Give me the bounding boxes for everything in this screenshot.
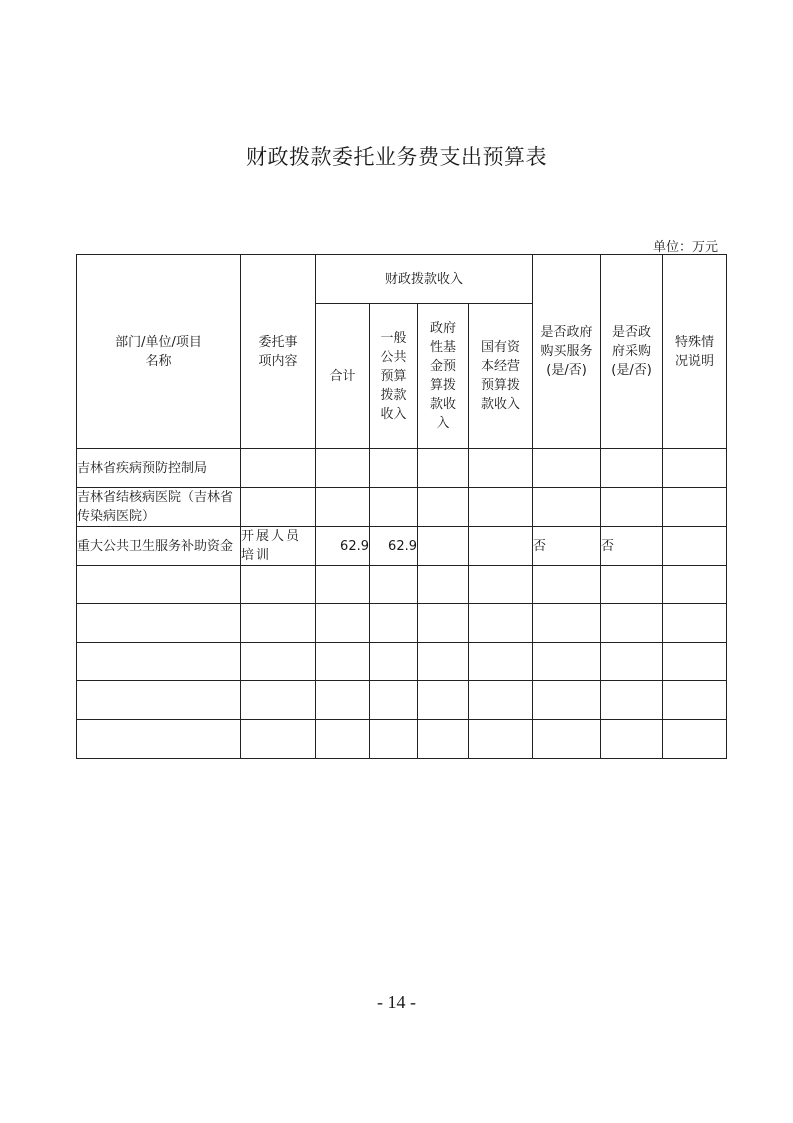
cell-total <box>316 681 370 720</box>
header-gov-fund: 政府性基金预算拨款收入 <box>418 304 469 449</box>
cell-special-notes <box>663 527 727 566</box>
cell-general-budget <box>370 720 418 759</box>
cell-total <box>316 566 370 604</box>
cell-gov-fund <box>418 720 469 759</box>
header-dept-project: 部门/单位/项目名称 <box>77 255 241 449</box>
table-row <box>77 604 727 643</box>
page-title: 财政拨款委托业务费支出预算表 <box>246 145 547 169</box>
header-general-budget: 一般公共预算拨款收入 <box>370 304 418 449</box>
cell-state-capital <box>469 720 533 759</box>
table-row <box>77 488 727 527</box>
page-number: - 14 - <box>377 992 416 1012</box>
cell-special-notes <box>663 720 727 759</box>
cell-state-capital <box>469 488 533 527</box>
cell-content <box>241 449 316 488</box>
table-row <box>77 720 727 759</box>
cell-total <box>316 643 370 681</box>
cell-content <box>241 566 316 604</box>
cell-special-notes <box>663 566 727 604</box>
cell-gov-purchase-service <box>533 488 601 527</box>
table-row <box>77 527 727 566</box>
cell-gov-procurement <box>601 604 663 643</box>
cell-gov-purchase-service <box>533 604 601 643</box>
cell-gov-procurement <box>601 720 663 759</box>
cell-state-capital <box>469 604 533 643</box>
cell-total <box>316 449 370 488</box>
cell-state-capital <box>469 449 533 488</box>
cell-general-budget <box>370 604 418 643</box>
cell-gov-procurement <box>601 643 663 681</box>
cell-total: 62.9 <box>316 527 370 566</box>
header-special-notes: 特殊情况说明 <box>663 255 727 449</box>
table-row <box>77 449 727 488</box>
cell-gov-procurement <box>601 566 663 604</box>
cell-name <box>77 720 241 759</box>
cell-total <box>316 604 370 643</box>
budget-table <box>76 254 727 759</box>
cell-content <box>241 488 316 527</box>
cell-gov-fund <box>418 681 469 720</box>
cell-special-notes <box>663 681 727 720</box>
cell-state-capital <box>469 566 533 604</box>
table-row <box>77 566 727 604</box>
cell-gov-purchase-service <box>533 449 601 488</box>
cell-special-notes <box>663 449 727 488</box>
cell-gov-purchase-service <box>533 681 601 720</box>
cell-general-budget: 62.9 <box>370 527 418 566</box>
cell-content <box>241 643 316 681</box>
cell-gov-fund <box>418 643 469 681</box>
unit-label: 单位：万元 <box>652 240 718 255</box>
cell-gov-purchase-service <box>533 566 601 604</box>
cell-state-capital <box>469 643 533 681</box>
cell-gov-purchase-service: 否 <box>533 527 601 566</box>
cell-name: 吉林省结核病医院（吉林省传染病医院） <box>77 488 241 527</box>
cell-gov-purchase-service <box>533 643 601 681</box>
cell-gov-purchase-service <box>533 720 601 759</box>
cell-gov-procurement <box>601 681 663 720</box>
header-total: 合计 <box>316 304 370 449</box>
header-entrusted-content: 委托事项内容 <box>241 255 316 449</box>
cell-gov-fund <box>418 488 469 527</box>
cell-name: 吉林省疾病预防控制局 <box>77 449 241 488</box>
cell-general-budget <box>370 643 418 681</box>
cell-total <box>316 720 370 759</box>
cell-gov-fund <box>418 527 469 566</box>
header-fiscal-income-group: 财政拨款收入 <box>316 255 533 304</box>
cell-name <box>77 566 241 604</box>
cell-name: 重大公共卫生服务补助资金 <box>77 527 241 566</box>
cell-special-notes <box>663 643 727 681</box>
header-gov-purchase-service: 是否政府购买服务(是/否) <box>533 255 601 449</box>
cell-general-budget <box>370 488 418 527</box>
cell-name <box>77 604 241 643</box>
cell-content: 开展人员培训 <box>241 527 316 566</box>
cell-state-capital <box>469 527 533 566</box>
table-row <box>77 643 727 681</box>
table-row <box>77 681 727 720</box>
cell-gov-fund <box>418 566 469 604</box>
cell-content <box>241 681 316 720</box>
cell-content <box>241 604 316 643</box>
cell-gov-fund <box>418 449 469 488</box>
cell-content <box>241 720 316 759</box>
header-state-capital: 国有资本经营预算拨款收入 <box>469 304 533 449</box>
cell-gov-fund <box>418 604 469 643</box>
cell-general-budget <box>370 449 418 488</box>
cell-general-budget <box>370 681 418 720</box>
cell-name <box>77 643 241 681</box>
cell-name <box>77 681 241 720</box>
cell-state-capital <box>469 681 533 720</box>
cell-gov-procurement <box>601 449 663 488</box>
cell-special-notes <box>663 488 727 527</box>
header-gov-procurement: 是否政府采购(是/否) <box>601 255 663 449</box>
cell-gov-procurement <box>601 488 663 527</box>
cell-general-budget <box>370 566 418 604</box>
cell-gov-procurement: 否 <box>601 527 663 566</box>
cell-special-notes <box>663 604 727 643</box>
cell-total <box>316 488 370 527</box>
